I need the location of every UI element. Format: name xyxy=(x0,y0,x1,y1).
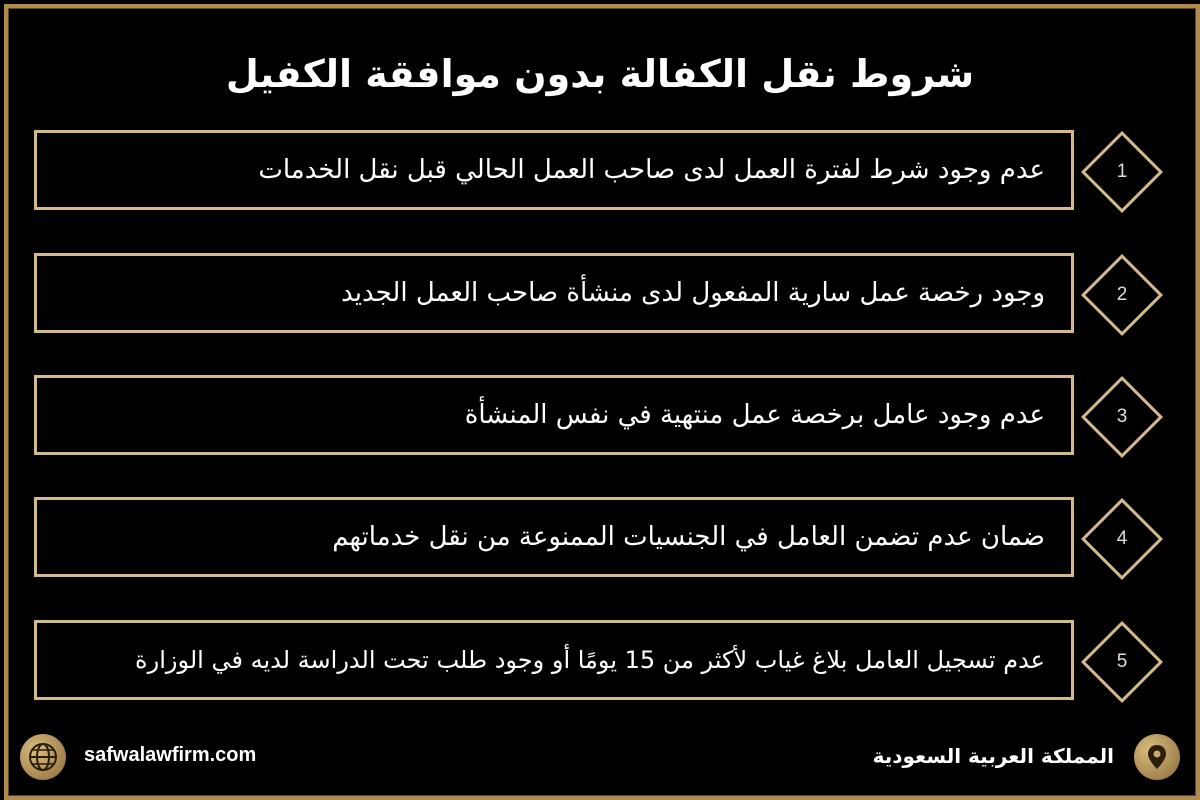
condition-item-5 xyxy=(34,620,1074,700)
condition-text: عدم تسجيل العامل بلاغ غياب لأكثر من 15 يومًا أو وجود طلب تحت الدراسة لديه في الوزارة xyxy=(135,646,1045,674)
location-label: المملكة العربية السعودية xyxy=(872,744,1114,768)
condition-number: 4 xyxy=(1116,528,1128,549)
condition-number: 5 xyxy=(1116,651,1128,672)
location-pin-icon xyxy=(1134,734,1180,780)
condition-text: عدم وجود عامل برخصة عمل منتهية في نفس المنشأة xyxy=(464,400,1045,430)
condition-text: ضمان عدم تضمن العامل في الجنسيات الممنوعة من نقل خدماتهم xyxy=(332,522,1045,552)
condition-item-4 xyxy=(34,497,1074,577)
condition-text: وجود رخصة عمل سارية المفعول لدى منشأة صاحب العمل الجديد xyxy=(341,278,1045,308)
condition-number: 2 xyxy=(1116,284,1128,305)
condition-item-1 xyxy=(34,130,1074,210)
condition-text: عدم وجود شرط لفترة العمل لدى صاحب العمل الحالي قبل نقل الخدمات xyxy=(258,155,1045,185)
globe-icon xyxy=(20,734,66,780)
page-title: شروط نقل الكفالة بدون موافقة الكفيل xyxy=(225,52,975,96)
website-link[interactable]: safwalawfirm.com xyxy=(84,744,257,766)
condition-number: 3 xyxy=(1116,406,1128,427)
condition-item-3 xyxy=(34,375,1074,455)
condition-number: 1 xyxy=(1116,161,1128,182)
condition-item-2 xyxy=(34,253,1074,333)
